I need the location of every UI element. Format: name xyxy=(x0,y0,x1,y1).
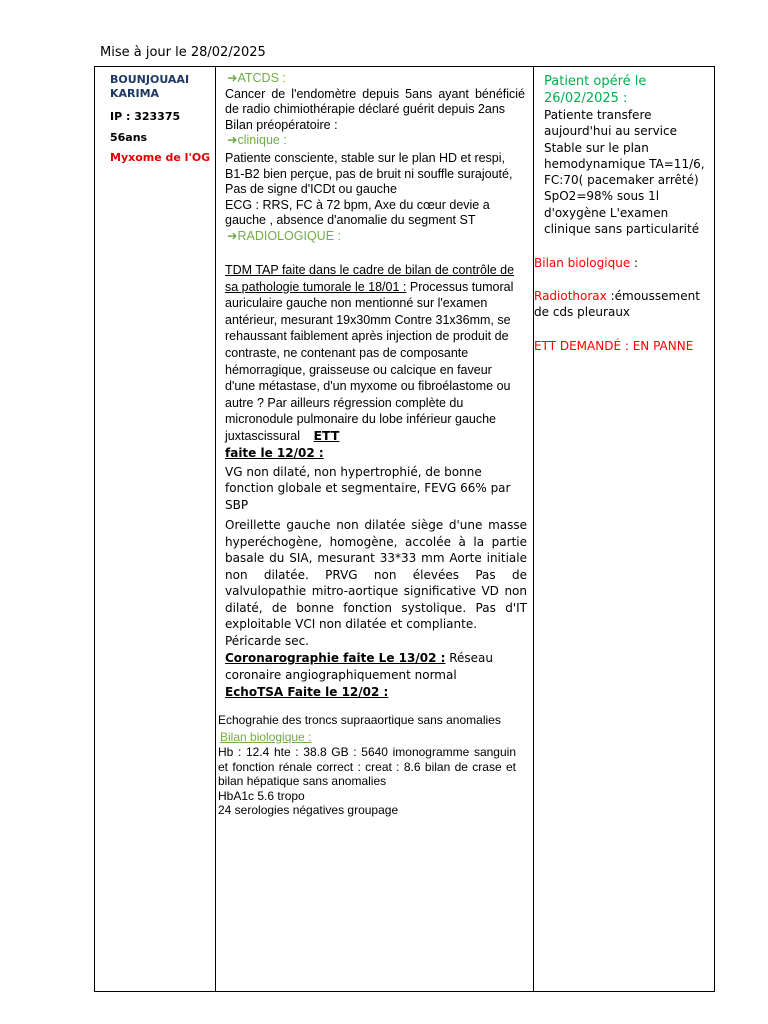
pericarde: Péricarde sec. xyxy=(225,633,309,648)
postop-radio-label: Radiothorax xyxy=(534,288,607,303)
atcds-text: Cancer de l'endomètre depuis 5ans ayant bénéficié de radio chimiothérapie déclaré guérit depuis 2ans xyxy=(225,86,525,117)
postop-text: Patiente transfere aujourd'hui au service Stable sur le plan hemodynamique TA=11/6, FC:70( pacemaker arrêté) SpO2=98% sous 1l d'oxygène L'examen clinique sans particularité xyxy=(544,108,705,237)
ett-title: ETT xyxy=(313,427,340,443)
echotsa-text: Echograhie des troncs supraaortique sans anomalies xyxy=(218,713,501,727)
atcds-title: ATCDS : xyxy=(237,71,286,85)
patient-identity xyxy=(110,73,215,165)
patient-name: BOUNJOUAAI KARIMA xyxy=(110,73,190,100)
ecg-text: ECG : RRS, FC à 72 bpm, Axe du cœur devie a gauche , absence d'anomalie du segment ST xyxy=(225,197,490,228)
postop-radio-text: :émoussement de cds pleuraux xyxy=(534,288,700,319)
postop-title: Patient opéré le 26/02/2025 : xyxy=(544,74,647,106)
postop-bilan xyxy=(534,255,714,271)
ett-block xyxy=(225,445,527,701)
coro-title: Coronarographie faite Le 13/02 : xyxy=(225,651,446,665)
tdm-text: Processus tumoral auriculaire gauche non mentionné sur l'examen antérieur, mesurant 19x30mm Contre 31x36mm, se rehaussant faiblement après injection de produit de contraste, ne contenant pas de composante hémorragique, graisseuse ou calcique en faveur d'une métastase, d'un myxome ou fibroélastome ou autre ? Par ailleurs régression complète du micronodule pulmonaire du lobe inférieur gauche juxtascissural xyxy=(225,279,514,443)
coro-text: Réseau coronaire angiographiquement normal xyxy=(225,651,493,682)
clinique-heading xyxy=(225,133,525,149)
patient-age: 56ans xyxy=(110,131,148,144)
postop-ett-demand: ETT DEMANDÉ : EN PANNE xyxy=(534,339,694,354)
column-divider xyxy=(215,67,216,991)
ett-line2: Oreillette gauche non dilatée siège d'une masse hyperéchogène, homogène, accolée à la partie basale du SIA, mesurant 33*33 mm Aorte initiale non dilatée. PRVG non élevées Pas de valvulopathie mitro-aortique significative VD non dilaté, de bonne fonction systolique. Pas d'IT exploitable VCI non dilatée et compliante. xyxy=(225,518,527,631)
arrow-icon: ➜ xyxy=(227,228,238,243)
ett-line1: VG non dilaté, non hypertrophié, de bonne fonction globale et segmentaire, FEVG 66% par SBP xyxy=(225,464,511,512)
arrow-icon: ➜ xyxy=(227,71,238,85)
postop-bilan-label: Bilan biologique xyxy=(534,256,631,271)
update-date: Mise à jour le 28/02/2025 xyxy=(100,45,266,60)
atcds-block xyxy=(225,71,525,245)
bilan-bio-title: Bilan biologique : xyxy=(220,729,312,744)
serologies-text: 24 serologies négatives groupage xyxy=(218,803,399,817)
patient-diagnosis: Myxome de l'OG xyxy=(110,151,211,164)
radio-title: RADIOLOGIQUE : xyxy=(237,228,341,243)
hba1c-text: HbA1c 5.6 tropo xyxy=(218,788,305,803)
clinique-text: Patiente consciente, stable sur le plan HD et respi, B1-B2 bien perçue, pas de bruit ni souffle surajouté, Pas de signe d'ICDt ou gauche xyxy=(225,150,513,197)
preop-heading: Bilan préopératoire : xyxy=(225,117,338,132)
radio-heading xyxy=(225,229,525,245)
tdm-link: TDM TAP faite dans le cadre de bilan de contrôle de sa pathologie tumorale le 18/01 : xyxy=(225,263,515,294)
echotsa-title: EchoTSA Faite le 12/02 : xyxy=(225,685,389,699)
postop-radio xyxy=(534,288,714,321)
ett-date: faite le 12/02 : xyxy=(225,446,324,460)
coro-block xyxy=(225,650,527,683)
postop-column xyxy=(534,73,714,355)
atcds-heading xyxy=(225,71,525,87)
patient-ip: IP : 323375 xyxy=(110,110,181,123)
patient-table xyxy=(94,66,715,992)
postop-bilan-suffix: : xyxy=(630,256,639,271)
tdm-block xyxy=(225,262,515,445)
bio-block xyxy=(218,713,516,818)
clinique-title: clinique : xyxy=(237,133,287,148)
arrow-icon: ➜ xyxy=(227,133,238,148)
bilan-bio-text: Hb : 12.4 hte : 38.8 GB : 5640 imonogramme sanguin et fonction rénale correct : creat : 8.6 bilan de crase et bilan hépatique sans anomalies xyxy=(218,745,516,788)
